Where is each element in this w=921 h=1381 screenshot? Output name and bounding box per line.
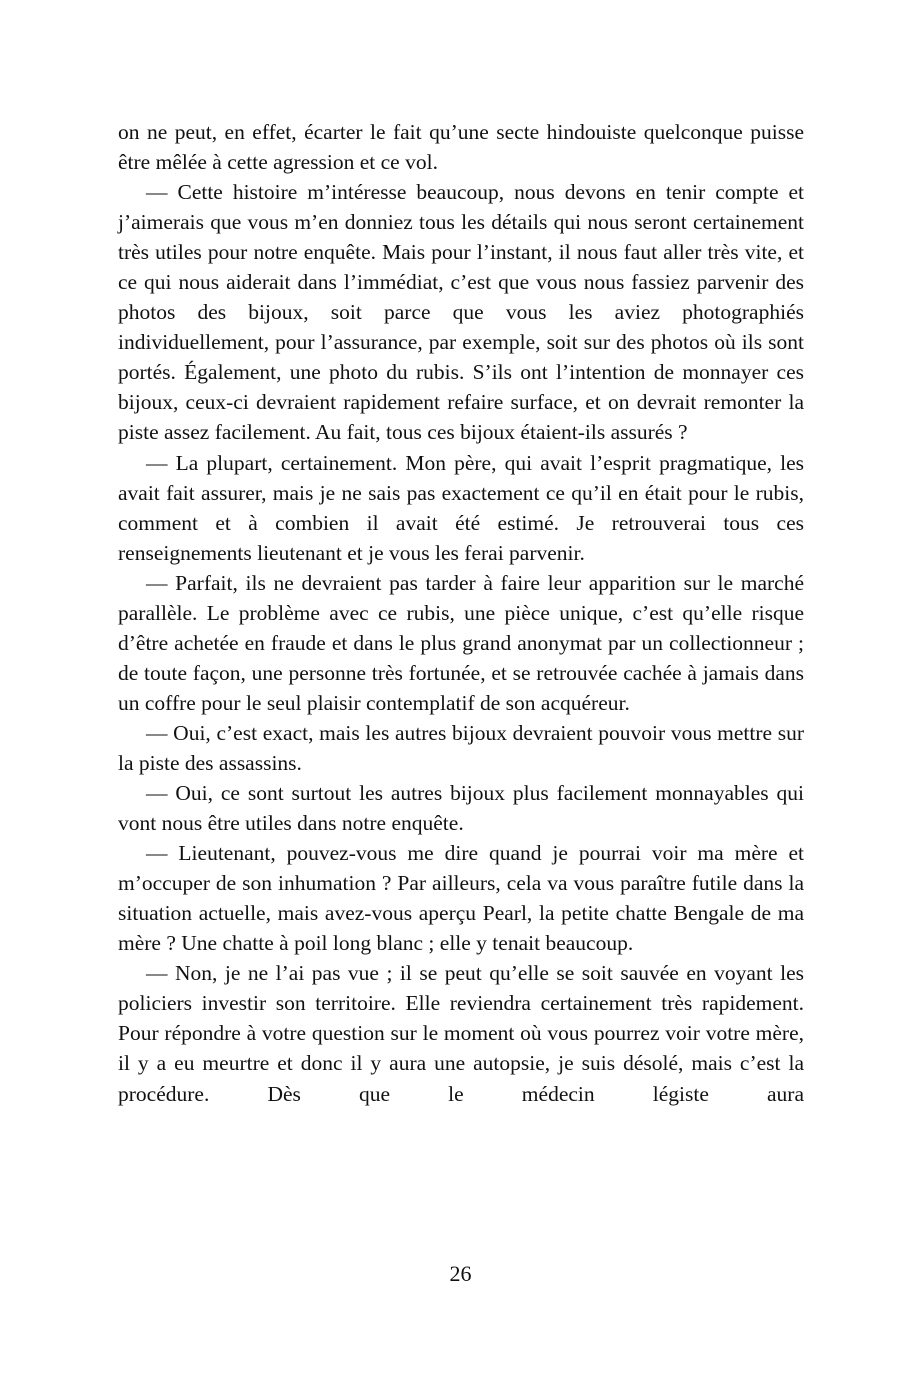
paragraph-dialogue: — Oui, c’est exact, mais les autres bijoux devraient pouvoir vous mettre sur la piste des assassins. — [118, 720, 804, 775]
paragraph-continuation: on ne peut, en effet, écarter le fait qu’une secte hindouiste quelconque puisse être mêlée à cette agression et ce vol. — [118, 120, 804, 175]
paragraph-dialogue: — Lieutenant, pouvez-vous me dire quand je pourrai voir ma mère et m’occuper de son inhumation ? Par ailleurs, cela va vous paraître futile dans la situation actuelle, mais avez-vous aperçu Pearl, la petite chatte Bengale de ma mère ? Une chatte à poil long blanc ; elle y tenait beaucoup. — [118, 841, 804, 956]
page-body — [118, 117, 804, 1109]
paragraph-dialogue: — Non, je ne l’ai pas vue ; il se peut qu’elle se soit sauvée en voyant les policiers investir son territoire. Elle reviendra certainement très rapidement. Pour répondre à votre question sur le moment où vous pourrez voir votre mère, il y a eu meurtre et donc il y aura une autopsie, je suis désolé, mais c’est la procédure. Dès que le médecin légiste aura — [118, 961, 804, 1106]
paragraph-dialogue: — Cette histoire m’intéresse beaucoup, nous devons en tenir compte et j’aimerais que vous m’en donniez tous les détails qui nous seront certainement très utiles pour notre enquête. Mais pour l’instant, il nous faut aller très vite, et ce qui nous aiderait dans l’immédiat, c’est que vous nous fassiez parvenir des photos des bijoux, soit parce que vous les aviez photographiés individuellement, pour l’assurance, par exemple, soit sur des photos où ils sont portés. Également, une photo du rubis. S’ils ont l’intention de monnayer ces bijoux, ceux-ci devraient rapidement refaire surface, et on devrait remonter la piste assez facilement. Au fait, tous ces bijoux étaient-ils assurés ? — [118, 180, 804, 445]
page-number: 26 — [449, 1261, 472, 1286]
paragraph-dialogue: — La plupart, certainement. Mon père, qui avait l’esprit pragmatique, les avait fait assurer, mais je ne sais pas exactement ce qu’il en était pour le rubis, comment et à combien il avait été estimé. Je retrouverai tous ces renseignements lieutenant et je vous les ferai parvenir. — [118, 450, 804, 565]
paragraph-dialogue: — Parfait, ils ne devraient pas tarder à faire leur apparition sur le marché parallèle. Le problème avec ce rubis, une pièce unique, c’est qu’elle risque d’être achetée en fraude et dans le plus grand anonymat par un collectionneur ; de toute façon, une personne très fortunée, et se retrouvée cachée à jamais dans un coffre pour le seul plaisir contemplatif de son acquéreur. — [118, 570, 804, 715]
paragraph-dialogue: — Oui, ce sont surtout les autres bijoux plus facilement monnayables qui vont nous être utiles dans notre enquête. — [118, 781, 804, 836]
